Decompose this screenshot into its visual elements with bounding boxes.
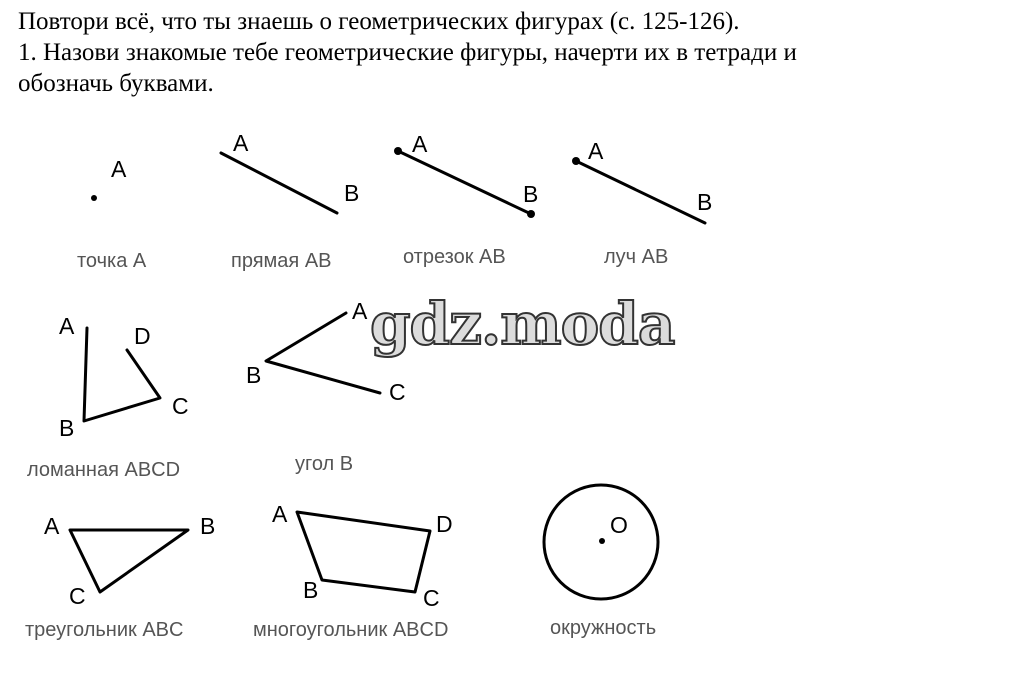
line-caption: прямая AB: [231, 250, 332, 272]
angle-c-label: C: [389, 379, 406, 405]
ray-b-label: B: [697, 189, 713, 215]
point-caption: точка A: [77, 250, 147, 272]
segment-b-dot: [527, 210, 535, 218]
heading-line-1: Повтори всё, что ты знаешь о геометрических фигурах (с. 125-126).: [18, 8, 740, 35]
figure-ray: [572, 138, 712, 268]
angle-b-stroke: [266, 313, 380, 393]
angle-a-label: A: [352, 298, 368, 324]
point-a-dot: [91, 195, 97, 201]
figure-circle: [544, 485, 658, 639]
polyline-b-label: B: [59, 415, 75, 441]
segment-ab-stroke: [398, 151, 531, 214]
point-a-label: A: [111, 156, 127, 182]
figure-segment: [394, 131, 538, 268]
circle-center-dot: [599, 538, 605, 544]
ray-ab-stroke: [576, 161, 705, 223]
polygon-a-label: A: [272, 501, 288, 527]
circle-caption: окружность: [550, 617, 657, 639]
ray-caption: луч AB: [604, 246, 669, 268]
segment-b-label: B: [523, 181, 539, 207]
polygon-c-label: C: [423, 585, 440, 611]
triangle-a-label: A: [44, 513, 60, 539]
polyline-a-label: A: [59, 313, 75, 339]
triangle-abc-stroke: [70, 530, 188, 592]
heading-line-2: 1. Назови знакомые тебе геометрические фигуры, начерти их в тетради и: [18, 39, 797, 66]
figure-polyline: [27, 313, 189, 481]
ray-a-label: A: [588, 138, 604, 164]
ray-a-dot: [572, 157, 580, 165]
polygon-caption: многоугольник ABCD: [253, 619, 449, 641]
polygon-b-label: B: [303, 577, 319, 603]
angle-caption: угол B: [295, 453, 354, 475]
figure-line: [221, 130, 359, 272]
polyline-d-label: D: [134, 323, 151, 349]
polygon-d-label: D: [436, 511, 453, 537]
line-ab-stroke: [221, 153, 337, 213]
triangle-caption: треугольник ABC: [25, 619, 184, 641]
figure-point: [77, 156, 147, 272]
angle-b-label: B: [246, 362, 262, 388]
heading-line-3: обозначь буквами.: [18, 70, 214, 97]
figure-triangle: [25, 513, 215, 641]
line-b-label: B: [344, 180, 360, 206]
polyline-caption: ломанная ABCD: [27, 459, 181, 481]
polyline-c-label: C: [172, 393, 189, 419]
segment-a-dot: [394, 147, 402, 155]
line-a-label: A: [233, 130, 249, 156]
segment-caption: отрезок AB: [403, 246, 506, 268]
watermark-logo: gdz.moda: [370, 290, 675, 358]
figure-polygon: [253, 501, 453, 641]
triangle-b-label: B: [200, 513, 216, 539]
triangle-c-label: C: [69, 583, 86, 609]
segment-a-label: A: [412, 131, 428, 157]
circle-o-label: O: [610, 512, 628, 538]
